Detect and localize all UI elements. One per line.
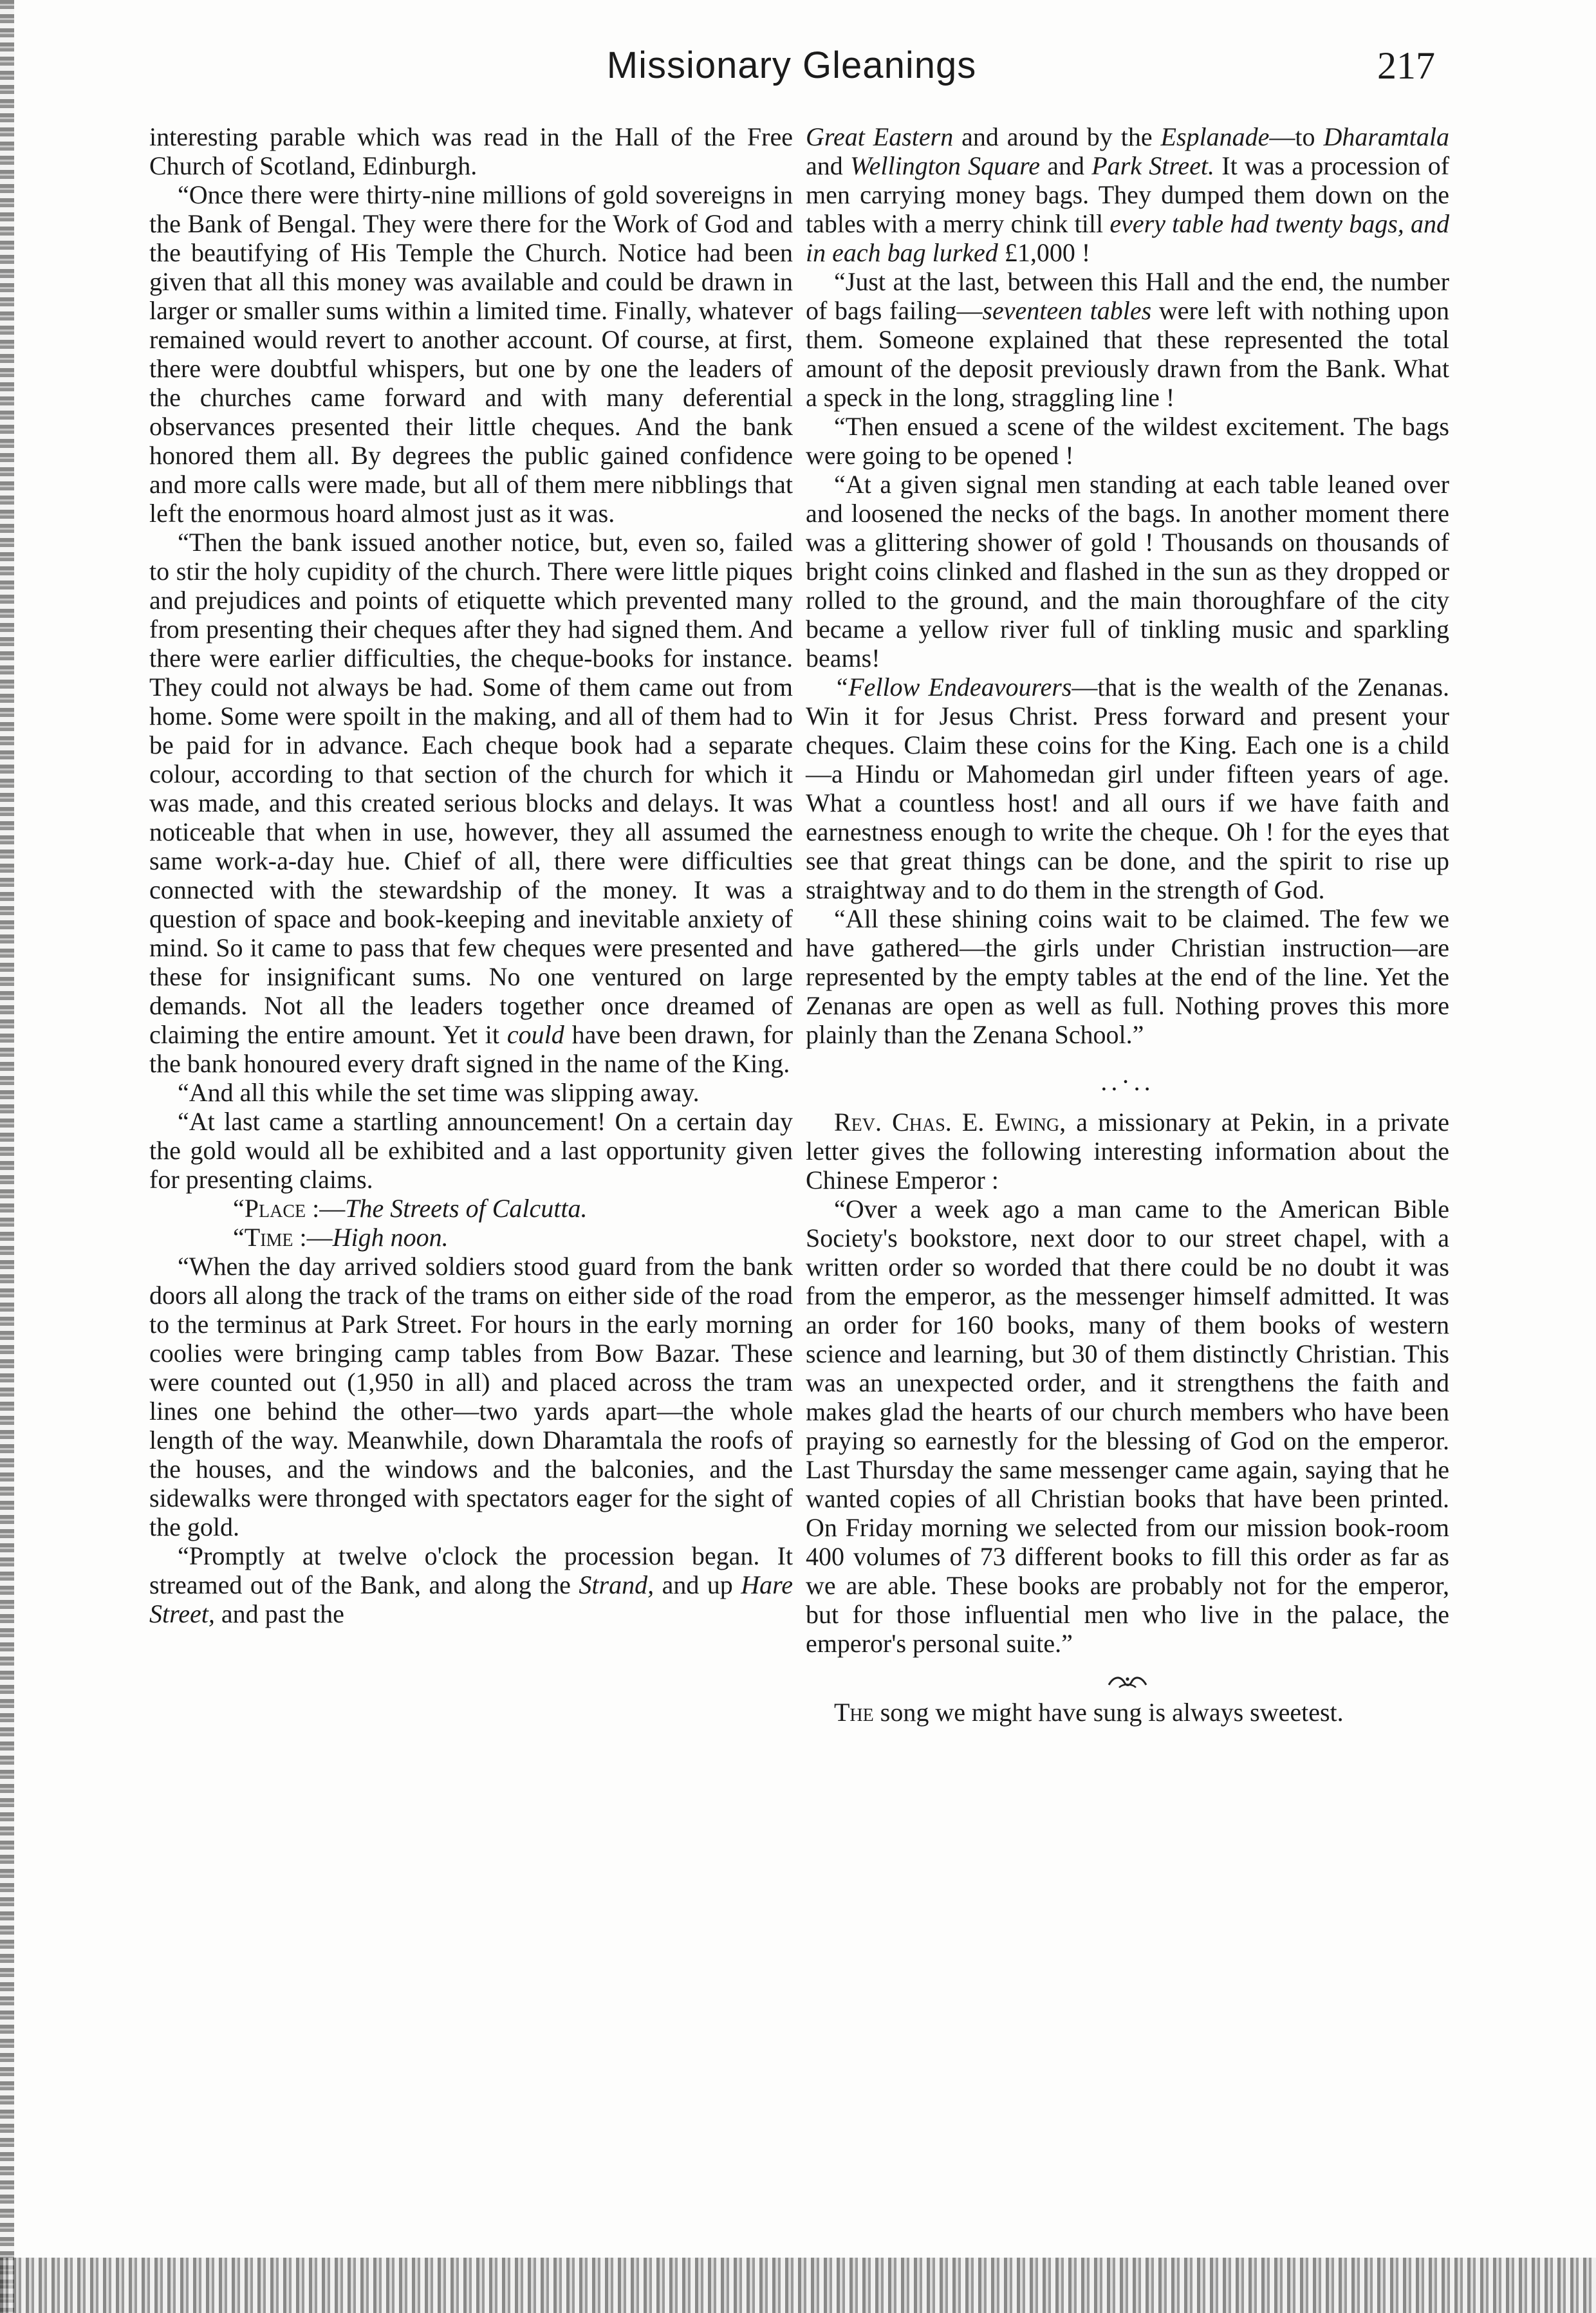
binding-edge xyxy=(0,0,14,2313)
paragraph: “Promptly at twelve o'clock the procession began. It streamed out of the Bank, and along the Strand, and up Hare Street, and past the xyxy=(149,1541,793,1628)
paragraph: “Once there were thirty-nine millions of gold sovereigns in the Bank of Bengal. They were there for the Work of God and the beautifying of His Temple the Church. Notice had been given that all this money was available and could be drawn in larger or smaller sums within a limited time. Finally, whatever remained would revert to another account. Of course, at first, there were doubtful whispers, but one by one the leaders of the churches came forward and with many deferential observances presented their little cheques. And the bank honored them all. By degrees the public gained confidence and more calls were made, but all of them mere nibblings that left the enormous hoard almost just as it was. xyxy=(149,180,793,528)
section-separator: ..·.. xyxy=(1100,1067,1155,1096)
paragraph: “Then the bank issued another notice, but, even so, failed to stir the holy cupidity of the church. There were little piques and prejudices and points of etiquette which prevented many from presenting their cheques after they had signed them. And there were earlier difficulties, the cheque-books for instance. They could not always be had. Some of them came out from home. Some were spoilt in the making, and all of them had to be paid for in advance. Each cheque book had a separate colour, according to that section of the church for which it was made, and this created serious blocks and delays. It was noticeable that when in use, however, they all assumed the same work-a-day hue. Chief of all, there were difficulties connected with the stewardship of the money. It was a question of space and book-keeping and inevitable anxiety of mind. So it came to pass that few cheques were presented and these for insignificant sums. No one ventured on large demands. Not all the leaders together once dreamed of claiming the entire amount. Yet it could have been drawn, for the bank honoured every draft signed in the name of the King. xyxy=(149,528,793,1078)
paragraph: interesting parable which was read in the Hall of the Free Church of Scotland, Edinburgh. xyxy=(149,122,793,180)
paragraph: “And all this while the set time was slipping away. xyxy=(178,1078,700,1107)
ornament-icon xyxy=(806,1668,1449,1686)
page-number: 217 xyxy=(1377,44,1435,87)
paragraph: “Over a week ago a man came to the American Bible Society's bookstore, next door to our street chapel, with a written order so worded that there could be no doubt it was from the emperor, as the messenger himself admitted. It was an order for 160 books, many of them books of western science and learning, but 30 of them distinctly Christian. This was an unexpected order, and it strengthens the faith and makes glad the hearts of our church members who have been praying so earnestly for the blessing of God on the emperor. Last Thursday the same messenger came again, saying that he wanted copies of all Christian books that have been printed. On Friday morning we selected from our mission book-room 400 volumes of 73 different books to fill this order as far as we are able. These books are probably not for the emperor, but for those influential men who live in the palace, the emperor's personal suite.” xyxy=(806,1194,1449,1658)
left-column xyxy=(149,122,793,1628)
paragraph: “Then ensued a scene of the wildest excitement. The bags were going to be opened ! xyxy=(806,412,1449,470)
paragraph: “Just at the last, between this Hall and the end, the number of bags failing—seventeen tables were left with nothing upon them. Someone explained that these represented the total amount of the deposit previously drawn from the Bank. What a speck in the long, straggling line ! xyxy=(806,267,1450,412)
paragraph: “Fellow Endeavourers—that is the wealth of the Zenanas. Win it for Jesus Christ. Press forward and present your cheques. Claim these coins for the King. Each one is a child—a Hindu or Mahomedan girl under fifteen years of age. What a countless host! and all ours if we have faith and earnestness enough to write the cheque. Oh ! for the eyes that see that great things can be done, and the spirit to rise up straightway and to do them in the strength of God. xyxy=(806,673,1449,904)
paragraph: Rev. Chas. E. Ewing, a missionary at Pekin, in a private letter gives the following interesting information about the Chinese Emperor : xyxy=(806,1108,1450,1194)
paragraph: “At last came a startling announcement! On a certain day the gold would all be exhibited and a last opportunity given for presenting claims. xyxy=(149,1107,793,1194)
paragraph: Great Eastern and around by the Esplanade—to Dharamtala and Wellington Square and Park Street. It was a procession of men carrying money bags. They dumped them down on the tables with a merry chink till every table had twenty bags, and in each bag lurked £1,000 ! xyxy=(806,122,1450,267)
time-line: “Time :—High noon. xyxy=(233,1223,449,1252)
page-header xyxy=(148,44,1435,102)
place-line: “Place :—The Streets of Calcutta. xyxy=(233,1194,588,1223)
running-title: Missionary Gleanings xyxy=(606,44,977,86)
paragraph: “When the day arrived soldiers stood guard from the bank doors all along the track of the trams on either side of the road to the terminus at Park Street. For hours in the early morning coolies were bringing camp tables from Bow Bazar. These were counted out (1,950 in all) and placed across the tram lines one behind the other—two yards apart—the whole length of the way. Meanwhile, down Dharamtala the roofs of the houses, and the windows and the balconies, and the sidewalks were thronged with spectators eager for the sight of the gold. xyxy=(149,1252,793,1541)
paragraph: “At a given signal men standing at each table leaned over and loosened the necks of the bags. In another moment there was a glittering shower of gold ! Thousands on thousands of bright coins clinked and flashed in the sun as they dropped or rolled to the ground, and the main thoroughfare of the city became a yellow river full of tinkling music and sparkling beams! xyxy=(806,470,1449,673)
scan-edge xyxy=(0,2258,1596,2313)
paragraph: “All these shining coins wait to be claimed. The few we have gathered—the girls under Christian instruction—are represented by the empty tables at the end of the line. Yet the Zenanas are open as well as full. Nothing proves this more plainly than the Zenana School.” xyxy=(806,904,1449,1049)
right-column xyxy=(806,122,1449,1727)
paragraph: The song we might have sung is always sweetest. xyxy=(834,1698,1344,1727)
